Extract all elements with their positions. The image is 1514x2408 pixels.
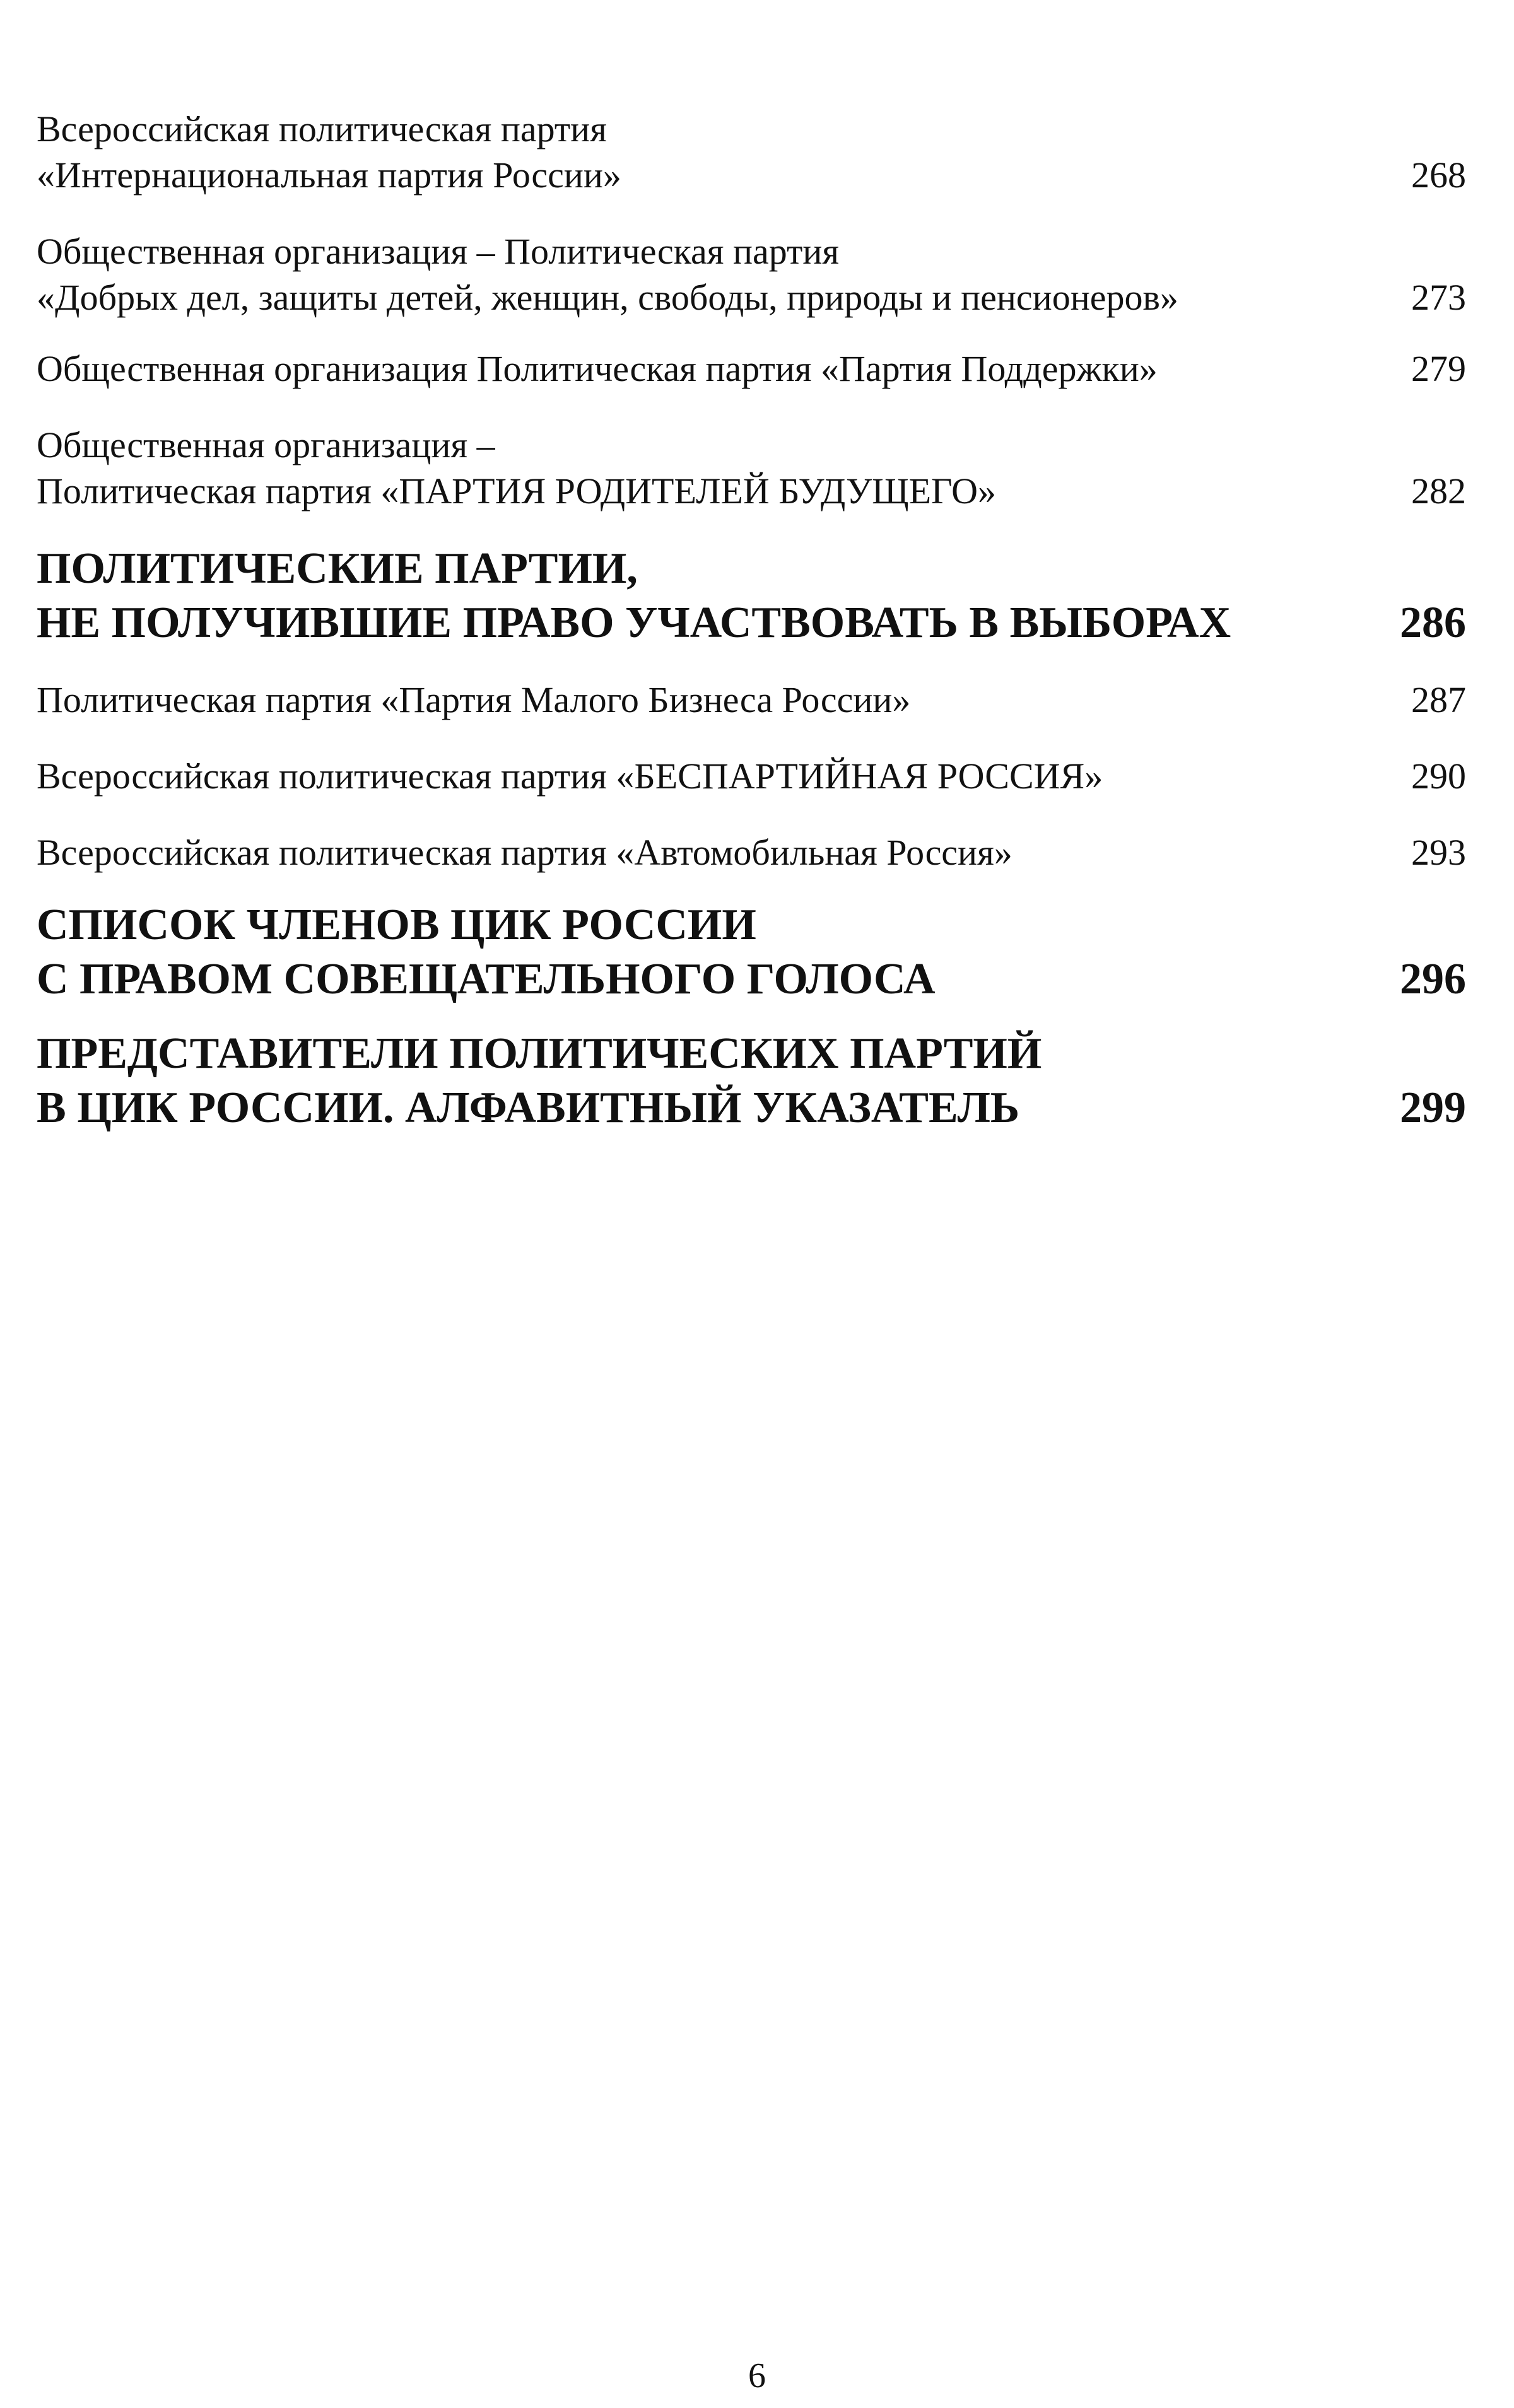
toc-page-number: 299 [1400,1084,1466,1132]
toc-page-number: 268 [1411,155,1466,196]
toc-entry-title [37,422,996,514]
toc-page-number: 279 [1411,348,1466,389]
toc-entry[interactable] [37,228,1466,320]
toc-entry[interactable] [37,422,1466,514]
toc-entry-title [37,228,1178,320]
toc-page-number: 296 [1400,955,1466,1003]
toc-section-line: НЕ ПОЛУЧИВШИЕ ПРАВО УЧАСТВОВАТЬ В ВЫБОРАХ [37,599,1231,647]
toc-page-number: 293 [1411,832,1466,873]
toc-section-line: ПРЕДСТАВИТЕЛИ ПОЛИТИЧЕСКИХ ПАРТИЙ [37,1029,1042,1078]
toc-section-title [37,542,1231,650]
toc-entry-line: Всероссийская политическая партия [37,108,607,149]
toc-section-heading[interactable] [37,898,1466,1007]
toc-entry-title [37,753,1103,799]
toc-section-title [37,898,936,1007]
toc-page-number: 282 [1411,470,1466,511]
toc-entry[interactable] [37,753,1466,799]
toc-page-number: 287 [1411,679,1466,720]
toc-entry-line: Общественная организация – Политическая партия [37,231,840,272]
table-of-contents [37,106,1466,1135]
toc-entry-line: Общественная организация Политическая партия «Партия Поддержки» [37,348,1158,389]
toc-entry-title [37,106,621,198]
toc-entry[interactable] [37,106,1466,198]
toc-section-title [37,1027,1042,1135]
footer-page-number: 6 [748,2356,766,2395]
toc-entry-line: Политическая партия «Партия Малого Бизнеса России» [37,679,911,720]
toc-entry-line: «Интернациональная партия России» [37,155,621,196]
toc-entry-line: Всероссийская политическая партия «БЕСПАРТИЙНАЯ РОССИЯ» [37,756,1103,797]
toc-entry-line: Общественная организация – [37,424,495,465]
toc-entry-title [37,677,910,723]
toc-section-line: СПИСОК ЧЛЕНОВ ЦИК РОССИИ [37,901,756,949]
toc-page-number: 286 [1400,599,1466,647]
toc-entry-title [37,346,1158,392]
toc-entry[interactable] [37,677,1466,723]
toc-entry-line: Политическая партия «ПАРТИЯ РОДИТЕЛЕЙ БУДУЩЕГО» [37,470,996,511]
toc-page-number: 273 [1411,277,1466,318]
toc-section-heading[interactable] [37,1027,1466,1135]
toc-section-line: С ПРАВОМ СОВЕЩАТЕЛЬНОГО ГОЛОСА [37,955,936,1003]
toc-page-number: 290 [1411,756,1466,797]
toc-entry[interactable] [37,829,1466,875]
toc-entry-line: Всероссийская политическая партия «Автомобильная Россия» [37,832,1012,873]
toc-entry-title [37,829,1012,875]
toc-section-heading[interactable] [37,542,1466,650]
toc-entry[interactable] [37,346,1466,392]
toc-section-line: ПОЛИТИЧЕСКИЕ ПАРТИИ, [37,544,638,593]
toc-entry-line: «Добрых дел, защиты детей, женщин, свободы, природы и пенсионеров» [37,277,1178,318]
toc-section-line: В ЦИК РОССИИ. АЛФАВИТНЫЙ УКАЗАТЕЛЬ [37,1084,1020,1132]
